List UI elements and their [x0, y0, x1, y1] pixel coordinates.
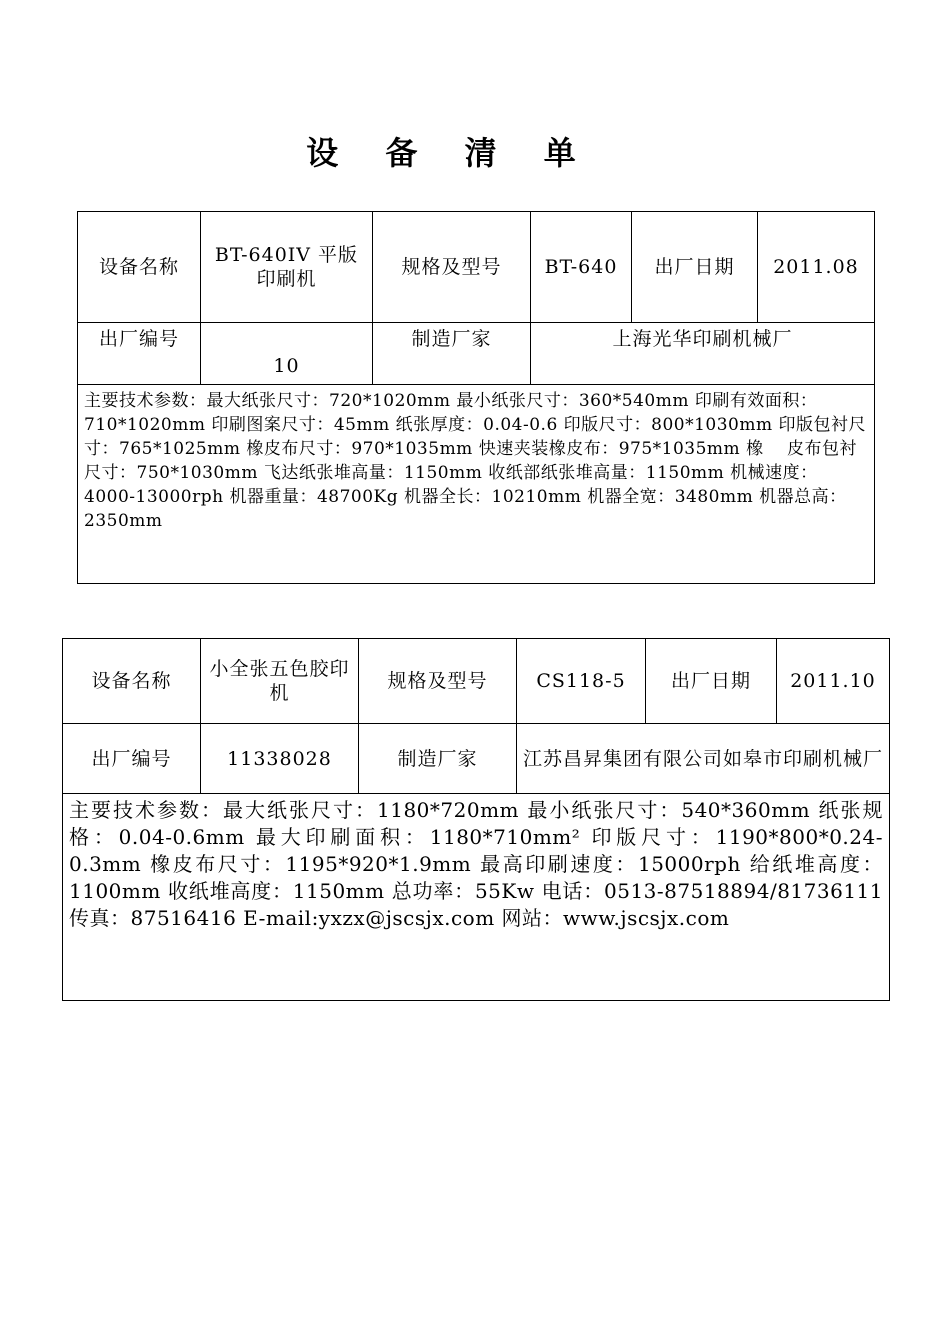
value-date: 2011.08	[758, 212, 875, 323]
value-maker: 上海光华印刷机械厂	[531, 323, 875, 385]
label-maker: 制造厂家	[359, 724, 517, 794]
value-maker: 江苏昌昇集团有限公司如皋市印刷机械厂	[517, 724, 890, 794]
label-equipment-name: 设备名称	[63, 639, 201, 724]
value-date: 2011.10	[777, 639, 890, 724]
table-row	[63, 794, 890, 1001]
table-row	[78, 323, 875, 385]
table-row	[63, 724, 890, 794]
value-equipment-name: BT-640IV 平版印刷机	[201, 212, 373, 323]
label-model: 规格及型号	[373, 212, 531, 323]
table-row	[63, 639, 890, 724]
value-serial: 11338028	[201, 724, 359, 794]
label-date: 出厂日期	[646, 639, 777, 724]
label-equipment-name: 设备名称	[78, 212, 201, 323]
value-equipment-name: 小全张五色胶印机	[201, 639, 359, 724]
label-model: 规格及型号	[359, 639, 517, 724]
technical-parameters: 主要技术参数：最大纸张尺寸：720*1020mm 最小纸张尺寸：360*540mm 印刷有效面积：710*1020mm 印刷图案尺寸：45mm 纸张厚度：0.04-0.6 印版尺寸：800*1030mm 印版包衬尺寸：765*1025mm 橡皮布尺寸：970*1035mm 快速夹装橡皮布：975*1035mm 橡 皮布包衬尺寸：750*1030mm 飞达纸张堆高量：1150mm 收纸部纸张堆高量：1150mm 机械速度：4000-13000rph 机器重量：48700Kg 机器全长：10210mm 机器全宽：3480mm 机器总高：2350mm	[78, 385, 875, 584]
value-model: CS118-5	[517, 639, 646, 724]
value-serial: 10	[201, 323, 373, 385]
equipment-table-2	[62, 638, 890, 1001]
value-model: BT-640	[531, 212, 632, 323]
table-row	[78, 212, 875, 323]
label-serial: 出厂编号	[63, 724, 201, 794]
technical-parameters: 主要技术参数：最大纸张尺寸：1180*720mm 最小纸张尺寸：540*360mm 纸张规格：0.04-0.6mm 最大印刷面积：1180*710mm² 印版尺寸：1190*800*0.24-0.3mm 橡皮布尺寸：1195*920*1.9mm 最高印刷速度：15000rph 给纸堆高度：1100mm 收纸堆高度：1150mm 总功率：55Kw 电话：0513-87518894/81736111 传真：87516416 E-mail:yxzx@jscsjx.com 网站：www.jscsjx.com	[63, 794, 890, 1001]
label-serial: 出厂编号	[78, 323, 201, 385]
page-title: 设 备 清 单	[306, 134, 594, 172]
label-maker: 制造厂家	[373, 323, 531, 385]
table-row	[78, 385, 875, 584]
equipment-table-1	[77, 211, 875, 584]
label-date: 出厂日期	[632, 212, 758, 323]
